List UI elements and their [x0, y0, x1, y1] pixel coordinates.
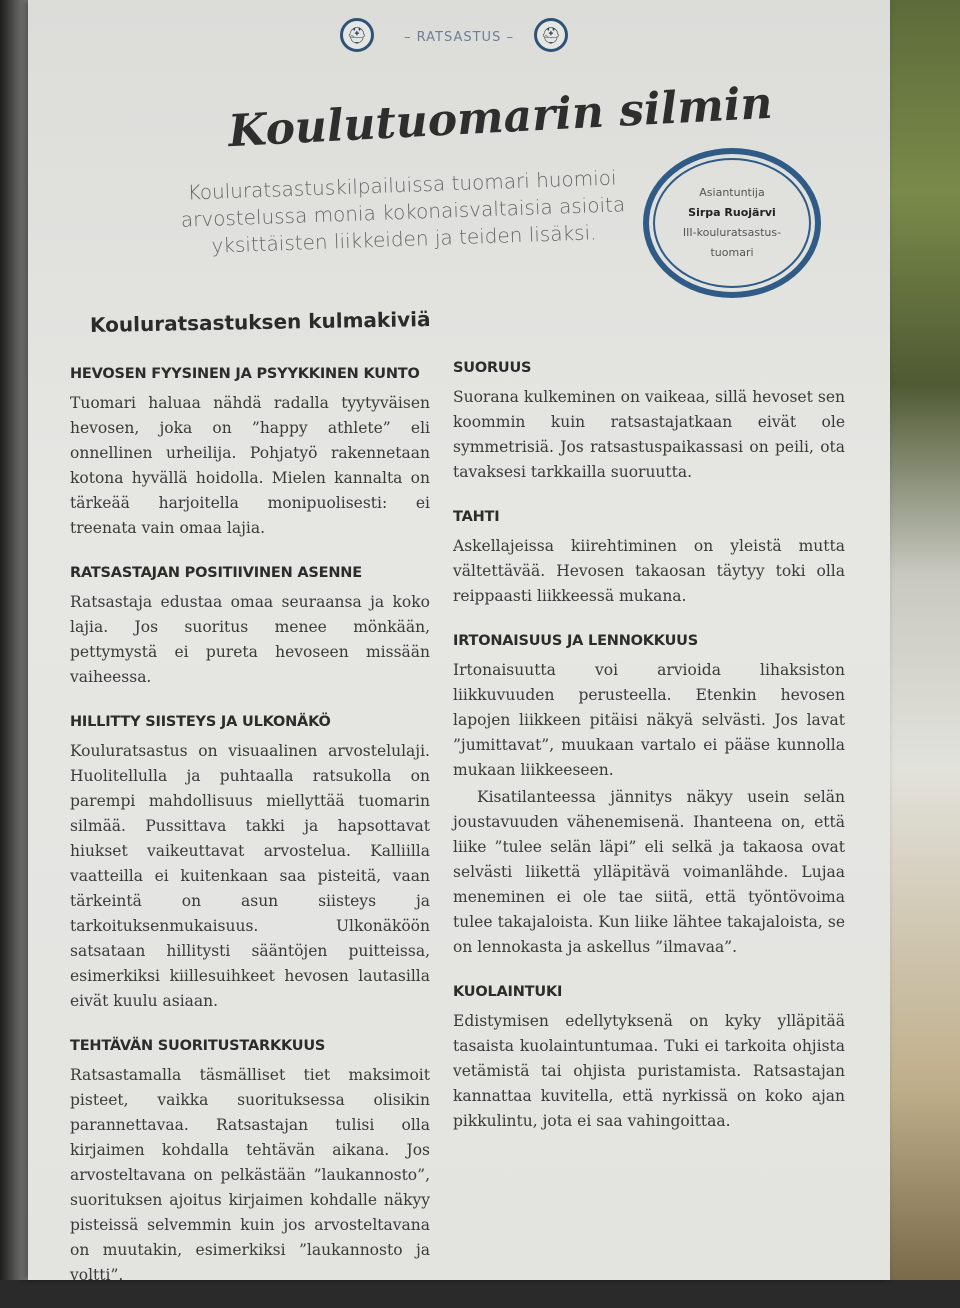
- paragraph: Tuomari haluaa nähdä radalla tyytyväisen hevosen, joka on ”happy athlete” eli onnellinen urheilija. Pohjatyö rakennetaan kotona hyvällä hoidolla. Mielen kannalta on tärkeää harjoitella monipuolisesti: ei treenata vain omaa lajia.: [70, 394, 430, 537]
- paragraph: Ratsastamalla täsmälliset tiet maksimoit pisteet, vaikka suorituksessa olisikin parannettavaa. Ratsastajan tulisi olla kirjaimen kohdalla tehtävän aikana. Jos arvosteltavana on pelkästään ”laukannosto”, suorituksen ajoitus kirjaimen kohdalle näkyy pisteissä selvemmin kuin jos arvosteltavana on muutakin, esimerkiksi ”laukannosto ja voltti”.: [70, 1066, 430, 1284]
- subheading: IRTONAISUUS JA LENNOKKUUS: [453, 633, 698, 649]
- subheading: SUORUUS: [453, 360, 532, 376]
- subheading: HILLITTY SIISTEYS JA ULKONÄKÖ: [70, 714, 331, 730]
- subheading: TAHTI: [453, 509, 500, 525]
- expert-role: III-kouluratsastus-tuomari: [682, 226, 782, 259]
- section-header: – RATSASTUS –: [404, 30, 514, 45]
- paragraph: Ratsastaja edustaa omaa seuraansa ja koko lajia. Jos suoritus menee mönkään, pettymystä ei pureta hevoseen missään vaiheessa.: [70, 593, 430, 686]
- riding-helmet-icon: ⛑: [340, 18, 374, 52]
- riding-helmet-icon: ⛑: [534, 18, 568, 52]
- paragraph: Suorana kulkeminen on vaikeaa, sillä hevoset sen koommin kuin ratsastajatkaan eivät ole symmetrisiä. Jos ratsastuspaikassasi on peili, ota tavaksesi tarkkailla suoruutta.: [453, 388, 845, 481]
- expert-name: Sirpa Ruojärvi: [688, 206, 776, 219]
- paragraph: Irtonaisuutta voi arvioida lihaksiston liikkuvuuden perusteella. Etenkin hevosen lapojen liikkeen pitäisi näkyä selvästi. Jos lavat ”jumittavat”, muukaan vartalo ei pääse kunnolla mukaan liikkeeseen.: [453, 661, 845, 779]
- left-column: [70, 362, 430, 1308]
- paragraph: Kouluratsastus on visuaalinen arvostelulaji. Huolitellulla ja puhtaalla ratsukolla on parempi mahdollisuus miellyttää tuomarin silmää. Pussittava takki ja hapsottavat hiukset vaikeuttavat arvostelua. Kalliilla vaatteilla ei kuitenkaan saa pisteitä, vaan tärkeintä on asun siisteys ja tarkoituksenmukaisuus. Ulkonäköön satsataan hillitysti sääntöjen puitteissa, esimerkiksi kiillesuihkeet hevosen lautasilla eivät kuulu asiaan.: [70, 742, 430, 1010]
- section-title: Kouluratsastuksen kulmakiviä: [89, 307, 431, 337]
- expert-label: Asiantuntija: [699, 186, 765, 199]
- subheading: HEVOSEN FYYSINEN JA PSYYKKINEN KUNTO: [70, 366, 420, 382]
- right-column: [453, 356, 845, 1154]
- page-stack-edge: [0, 0, 30, 1280]
- paragraph: Askellajeissa kiirehtiminen on yleistä mutta vältettävää. Hevosen takaosan täytyy toki olla reippaasti liikkeessä mukana.: [453, 537, 845, 605]
- article-intro: Kouluratsastuskilpailuissa tuomari huomioi arvostelussa monia kokonaisvaltaisia asioita yksittäisten liikkeiden ja teiden lisäksi.: [180, 165, 626, 258]
- magazine-page: [28, 0, 890, 1284]
- paragraph: Edistymisen edellytyksenä on kyky ylläpitää tasaista kuolaintuntumaa. Tuki ei tarkoita ohjista vetämistä tai ohjista puristamista. Ratsastajan kannattaa kuvitella, että nyrkissä on koko ajan pikkulintu, jota ei saa vahingoittaa.: [453, 1012, 845, 1130]
- subheading: RATSASTAJAN POSITIIVINEN ASENNE: [70, 565, 362, 581]
- article-title: Koulutuomarin silmin: [227, 77, 774, 158]
- expert-badge: [643, 148, 821, 298]
- subheading: TEHTÄVÄN SUORITUSTARKKUUS: [70, 1038, 326, 1054]
- subheading: KUOLAINTUKI: [453, 984, 563, 1000]
- paragraph: Kisatilanteessa jännitys näkyy usein selän joustavuuden vähenemisenä. Ihanteena on, että liike ”tulee selän läpi” eli selkä ja takaosa ovat selvästi liikettä ylläpitävä voimanlähde. Lujaa meneminen ei ole tae siitä, että työntövoima tulee takajaloista. Kun liike lähtee takajaloista, se on lennokasta ja askellus ”ilmavaa”.: [453, 788, 845, 956]
